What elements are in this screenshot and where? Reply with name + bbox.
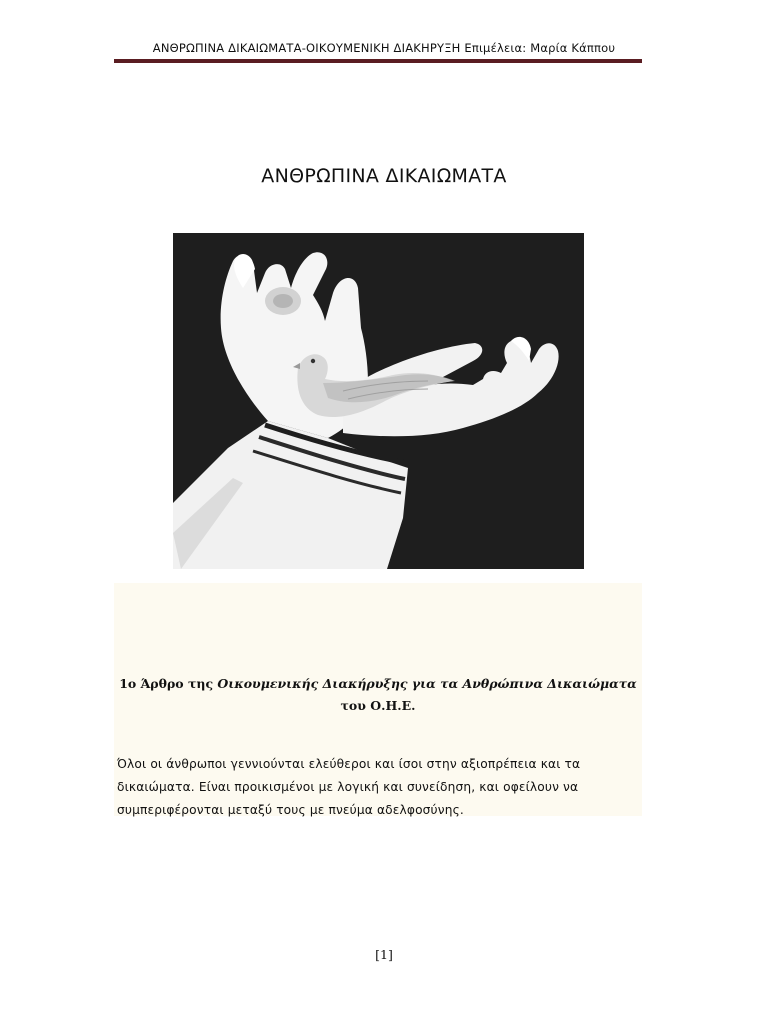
bound-hands-with-dove-icon	[173, 233, 584, 569]
article-heading	[114, 673, 642, 717]
running-header: ΑΝΘΡΩΠΙΝΑ ΔΙΚΑΙΩΜΑΤΑ-ΟΙΚΟΥΜΕΝΙΚΗ ΔΙΑΚΗΡΥΞΗ Επιμέλεια: Μαρία Κάππου	[152, 41, 616, 55]
page-number: [1]	[375, 947, 393, 962]
page-title: ΑΝΘΡΩΠΙΝΑ ΔΙΚΑΙΩΜΑΤΑ	[261, 165, 507, 187]
article-1-box	[114, 583, 642, 816]
article-heading-italic: Οικουμενικής Διακήρυξης για τα Ανθρώπινα Δικαιώματα	[217, 676, 637, 691]
article-heading-suffix: του Ο.Η.Ε.	[340, 698, 416, 713]
header-divider	[114, 59, 642, 63]
article-heading-prefix: 1ο Άρθρο της	[119, 676, 218, 691]
article-body-text: Όλοι οι άνθρωποι γεννιούνται ελεύθεροι και ίσοι στην αξιοπρέπεια και τα δικαιώματα. Είναι προικισμένοι με λογική και συνείδηση, και οφείλουν να συμπεριφέρονται μεταξύ τους με πνεύμα αδελφοσύνης.	[117, 757, 581, 817]
